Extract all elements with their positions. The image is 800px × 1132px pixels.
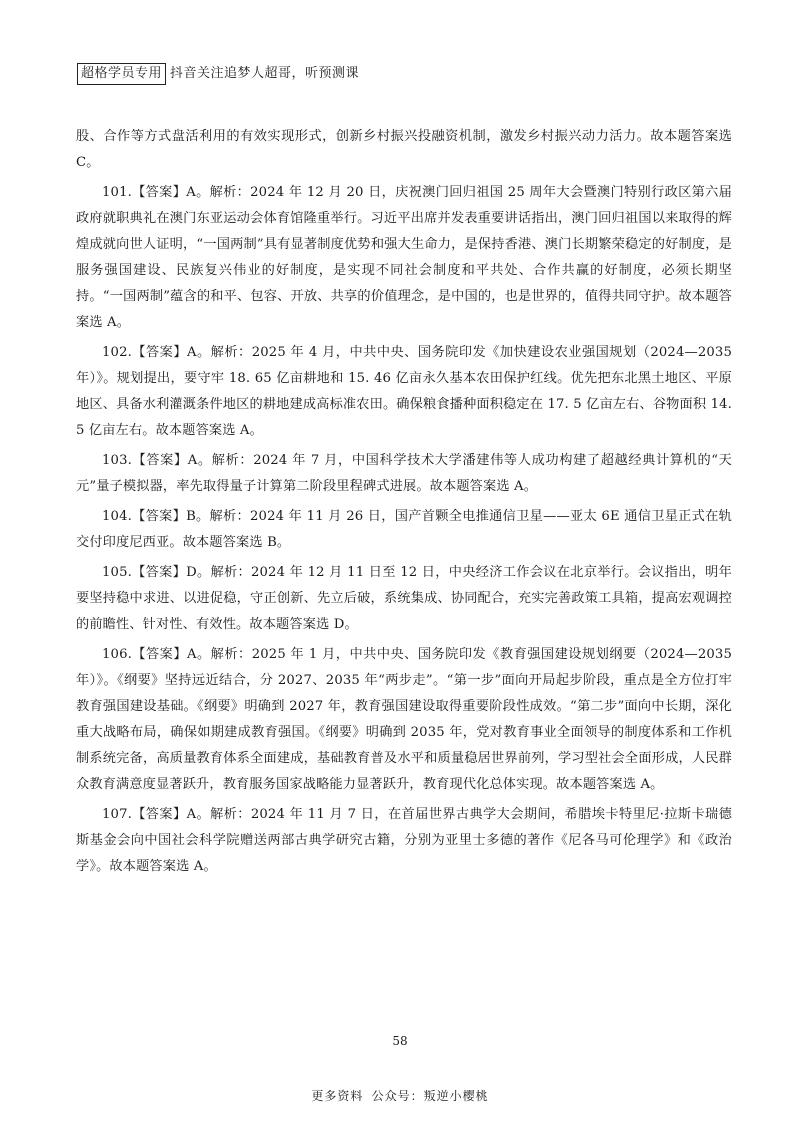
answer-101: 101.【答案】A。解析：2024 年 12 月 20 日，庆祝澳门回归祖国 25 周年大会暨澳门特别行政区第六届政府就职典礼在澳门东亚运动会体育馆隆重举行。习近平出席并发表重要讲话指出，澳门回归祖国以来取得的辉煌成就向世人证明，“一国两制”具有显著制度优势和强大生命力，是保持香港、澳门长期繁荣稳定的好制度，是服务强国建设、民族复兴伟业的好制度，是实现不同社会制度和平共处、合作共赢的好制度，必须长期坚持。“一国两制”蕴含的和平、包容、开放、共享的价值理念，是中国的，也是世界的，值得共同守护。故本题答案选 A。 <box>76 185 732 330</box>
page-header <box>77 63 359 85</box>
answer-102: 102.【答案】A。解析：2025 年 4 月，中共中央、国务院印发《加快建设农业强国规划（2024—2035 年）》。规划提出，要守牢 18. 65 亿亩耕地和 15. 46 亿亩永久基本农田保护红线。优先把东北黑土地区、平原地区、具备水利灌溉条件地区的耕地建成高标准农田。确保粮食播种面积稳定在 17. 5 亿亩左右、谷物面积 14. 5 亿亩左右。故本题答案选 A。 <box>76 345 732 438</box>
document-body <box>76 124 732 884</box>
answer-107: 107.【答案】A。解析：2024 年 11 月 7 日，在首届世界古典学大会期间，希腊埃卡特里尼·拉斯卡瑞德斯基金会向中国社会科学院赠送两部古典学研究古籍，分别为亚里士多德的著作《尼各马可伦理学》和《政治学》。故本题答案选 A。 <box>76 807 732 874</box>
answer-104: 104.【答案】B。解析：2024 年 11 月 26 日，国产首颗全电推通信卫星——亚太 6E 通信卫星正式在轨交付印度尼西亚。故本题答案选 B。 <box>76 509 732 550</box>
member-badge: 超格学员专用 <box>77 63 166 85</box>
answer-106: 106.【答案】A。解析：2025 年 1 月，中共中央、国务院印发《教育强国建设规划纲要（2024—2035 年）》。《纲要》坚持远近结合，分 2027、2035 年“两步走”。“第一步”面向开局起步阶段，重点是全方位打牢教育强国建设基础。《纲要》明确到 2027 年，教育强国建设取得重要阶段性成效。“第二步”面向中长期，深化重大战略布局，确保如期建成教育强国。《纲要》明确到 2035 年，党对教育事业全面领导的制度体系和工作机制系统完备，高质量教育体系全面建成，基础教育普及水平和质量稳居世界前列，学习型社会全面形成，人民群众教育满意度显著跃升，教育服务国家战略能力显著跃升，教育现代化总体实现。故本题答案选 A。 <box>76 647 732 792</box>
footer-note: 更多资料 公众号：叛逆小樱桃 <box>311 1089 489 1103</box>
header-note: 抖音关注追梦人超哥，听预测课 <box>170 66 360 81</box>
answer-105: 105.【答案】D。解析：2024 年 12 月 11 日至 12 日，中央经济工作会议在北京举行。会议指出，明年要坚持稳中求进、以进促稳，守正创新、先立后破，系统集成、协同配合，充实完善政策工具箱，提高宏观调控的前瞻性、针对性、有效性。故本题答案选 D。 <box>76 565 732 632</box>
page-number: 58 <box>392 1034 408 1048</box>
answer-103: 103.【答案】A。解析：2024 年 7 月，中国科学技术大学潘建伟等人成功构建了超越经典计算机的“天元”量子模拟器，率先取得量子计算第二阶段里程碑式进展。故本题答案选 A。 <box>76 453 732 494</box>
paragraph-continuation: 股、合作等方式盘活利用的有效实现形式，创新乡村振兴投融资机制，激发乡村振兴动力活力。故本题答案选C。 <box>76 129 732 170</box>
